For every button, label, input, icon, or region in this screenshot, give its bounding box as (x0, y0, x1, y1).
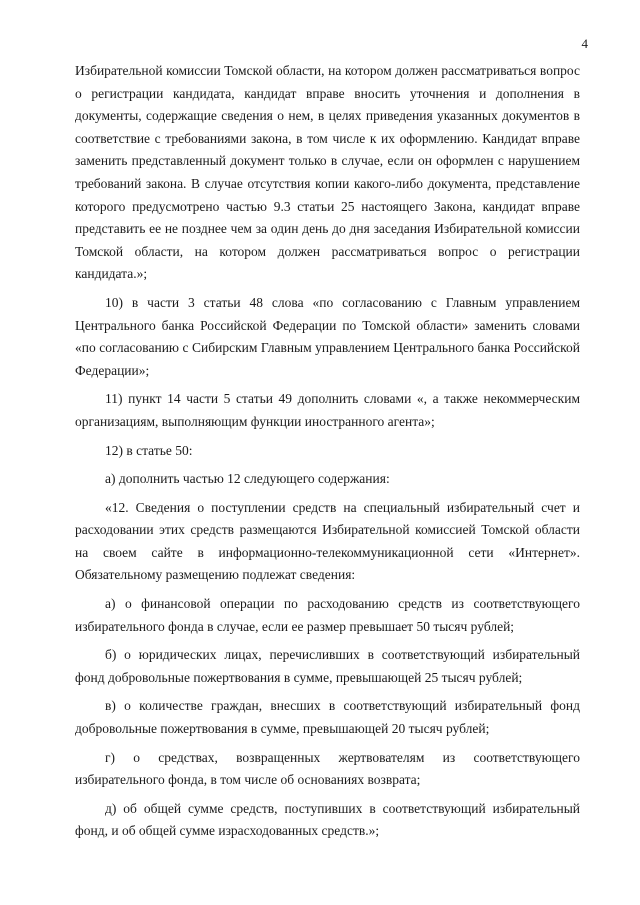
paragraph-clause-v: в) о количестве граждан, внесших в соответствующий избирательный фонд добровольные пожертвования в сумме, превышающей 20 тысяч рублей; (75, 698, 580, 737)
paragraph-clause-b: б) о юридических лицах, перечисливших в соответствующий избирательный фонд добровольные пожертвования в сумме, превышающей 25 тысяч рублей; (75, 647, 580, 685)
paragraph-clause-a: а) о финансовой операции по расходованию средств из соответствующего избирательного фонда в случае, если ее размер превышает 50 тысяч рублей; (75, 596, 580, 634)
paragraph-item-12: 12) в статье 50: (105, 442, 193, 458)
paragraph-clause-g: г) о средствах, возвращенных жертвователям из соответствующего избирательного фонда, в том числе об основаниях возврата; (75, 749, 580, 788)
paragraph-subitem-a: а) дополнить частью 12 следующего содержания: (105, 471, 390, 487)
paragraph-part-12: «12. Сведения о поступлении средств на специальный избирательный счет и расходовании этих средств размещаются Избирательной комиссией Томской области на своем сайте в информационно-телекоммуникационной сети «Интернет». Обязательному размещению подлежат сведения: (75, 499, 580, 583)
page-number: 4 (581, 36, 588, 51)
paragraph-continuation: Избирательной комиссии Томской области, на котором должен рассматриваться вопрос о регистрации кандидата, кандидат вправе вносить уточнения и дополнения в документы, содержащие сведения о нем, в целях приведения указанных документов в соответствие с требованиями закона, в том числе к их оформлению. Кандидат вправе заменить представленный документ только в случае, если он оформлен с нарушением требований закона. В случае отсутствия копии какого-либо документа, представление которого предусмотрено частью 9.3 статьи 25 настоящего Закона, кандидат вправе представить ее не позднее чем за один день до дня заседания Избирательной комиссии Томской области, на котором должен рассматриваться вопрос о регистрации кандидата.»; (75, 63, 580, 282)
paragraph-item-11: 11) пункт 14 части 5 статьи 49 дополнить словами «, а также некоммерческим организациям, выполняющим функции иностранного агента»; (75, 391, 580, 429)
paragraph-clause-d: д) об общей сумме средств, поступивших в соответствующий избирательный фонд, и об общей сумме израсходованных средств.»; (75, 800, 580, 839)
paragraph-item-10: 10) в части 3 статьи 48 слова «по согласованию с Главным управлением Центрального банка Российской Федерации по Томской области» заменить словами «по согласованию с Сибирским Главным управлением Центрального банка Российской Федерации»; (75, 294, 580, 378)
document-body (75, 60, 580, 843)
